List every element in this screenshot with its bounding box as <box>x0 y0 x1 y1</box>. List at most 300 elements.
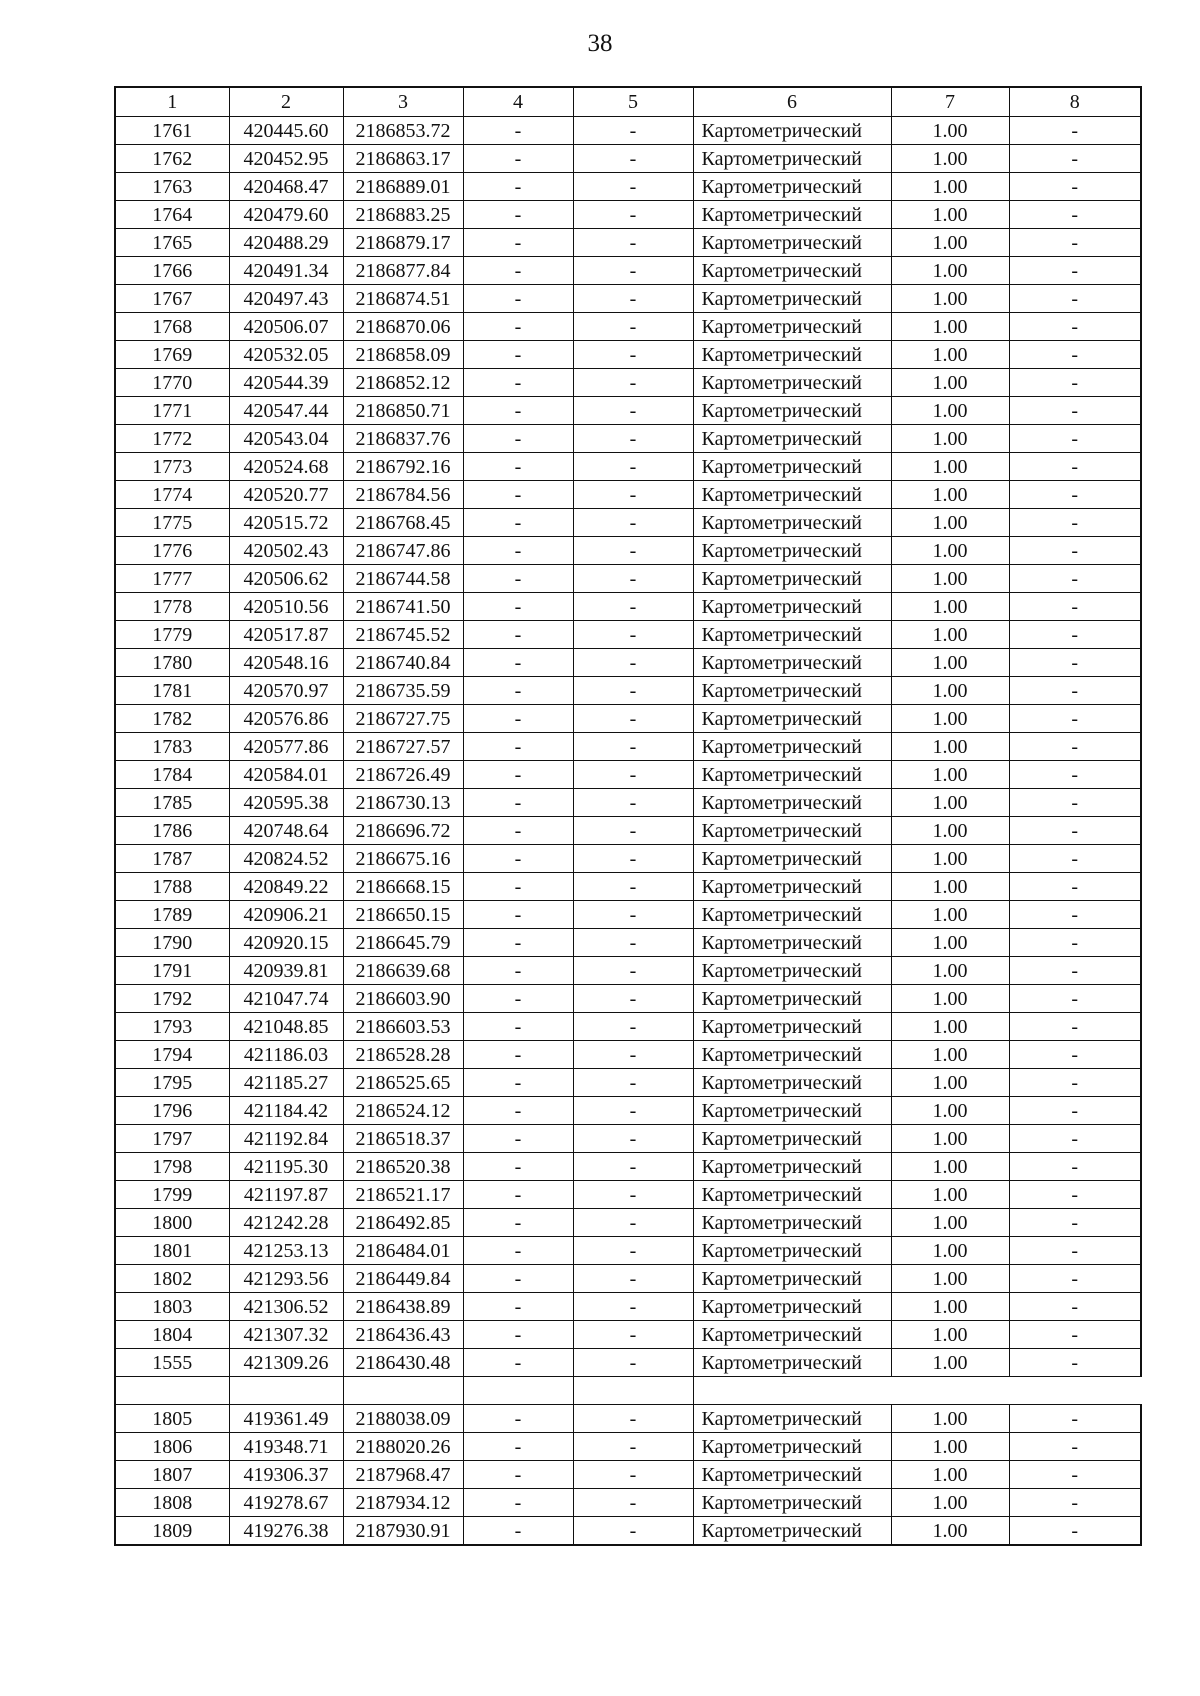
col5-cell: - <box>573 369 693 397</box>
col4-cell: - <box>463 957 573 985</box>
col4-cell: - <box>463 1013 573 1041</box>
col8-cell: - <box>1009 1433 1141 1461</box>
table-row <box>115 117 1141 145</box>
header-cell: 5 <box>573 87 693 117</box>
accuracy-cell: 1.00 <box>891 901 1009 929</box>
x-coordinate-cell: 420515.72 <box>229 509 343 537</box>
col8-cell: - <box>1009 1209 1141 1237</box>
table-row <box>115 1013 1141 1041</box>
col4-cell: - <box>463 425 573 453</box>
x-coordinate-cell: 420576.86 <box>229 705 343 733</box>
header-cell: 2 <box>229 87 343 117</box>
point-number-cell: 1808 <box>115 1489 229 1517</box>
table-row <box>115 733 1141 761</box>
accuracy-cell: 1.00 <box>891 1209 1009 1237</box>
col4-cell: - <box>463 1349 573 1377</box>
x-coordinate-cell: 420468.47 <box>229 173 343 201</box>
method-cell: Картометрический <box>693 1461 891 1489</box>
col4-cell: - <box>463 1489 573 1517</box>
col5-cell: - <box>573 845 693 873</box>
accuracy-cell: 1.00 <box>891 817 1009 845</box>
col4-cell: - <box>463 929 573 957</box>
y-coordinate-cell: 2186792.16 <box>343 453 463 481</box>
col8-cell: - <box>1009 705 1141 733</box>
table-row <box>115 1041 1141 1069</box>
y-coordinate-cell: 2186883.25 <box>343 201 463 229</box>
y-coordinate-cell: 2186518.37 <box>343 1125 463 1153</box>
accuracy-cell: 1.00 <box>891 733 1009 761</box>
col8-cell: - <box>1009 565 1141 593</box>
table-row <box>115 1321 1141 1349</box>
col8-cell: - <box>1009 537 1141 565</box>
col8-cell: - <box>1009 257 1141 285</box>
col5-cell: - <box>573 509 693 537</box>
col8-cell: - <box>1009 341 1141 369</box>
header-cell: 6 <box>693 87 891 117</box>
point-number-cell: 1797 <box>115 1125 229 1153</box>
accuracy-cell: 1.00 <box>891 1489 1009 1517</box>
table-row <box>115 1209 1141 1237</box>
x-coordinate-cell: 420520.77 <box>229 481 343 509</box>
col5-cell: - <box>573 1125 693 1153</box>
col5-cell: - <box>573 1321 693 1349</box>
y-coordinate-cell: 2186668.15 <box>343 873 463 901</box>
point-number-cell: 1771 <box>115 397 229 425</box>
col4-cell: - <box>463 313 573 341</box>
col5-cell: - <box>573 1517 693 1546</box>
x-coordinate-cell: 420595.38 <box>229 789 343 817</box>
method-cell: Картометрический <box>693 145 891 173</box>
table-row <box>115 201 1141 229</box>
col8-cell: - <box>1009 1461 1141 1489</box>
accuracy-cell: 1.00 <box>891 117 1009 145</box>
x-coordinate-cell: 420577.86 <box>229 733 343 761</box>
col4-cell: - <box>463 1069 573 1097</box>
method-cell: Картометрический <box>693 341 891 369</box>
x-coordinate-cell: 420452.95 <box>229 145 343 173</box>
col4-cell: - <box>463 733 573 761</box>
col8-cell: - <box>1009 453 1141 481</box>
y-coordinate-cell: 2186858.09 <box>343 341 463 369</box>
accuracy-cell: 1.00 <box>891 1265 1009 1293</box>
point-number-cell: 1809 <box>115 1517 229 1546</box>
table-row <box>115 1237 1141 1265</box>
table-row <box>115 565 1141 593</box>
point-number-cell: 1795 <box>115 1069 229 1097</box>
method-cell: Картометрический <box>693 201 891 229</box>
y-coordinate-cell: 2186726.49 <box>343 761 463 789</box>
col5-cell: - <box>573 453 693 481</box>
x-coordinate-cell: 420479.60 <box>229 201 343 229</box>
x-coordinate-cell: 421048.85 <box>229 1013 343 1041</box>
table-row <box>115 1405 1141 1433</box>
point-number-cell: 1803 <box>115 1293 229 1321</box>
col8-cell: - <box>1009 1349 1141 1377</box>
accuracy-cell: 1.00 <box>891 201 1009 229</box>
point-number-cell: 1781 <box>115 677 229 705</box>
col5-cell: - <box>573 537 693 565</box>
y-coordinate-cell: 2186852.12 <box>343 369 463 397</box>
y-coordinate-cell: 2186525.65 <box>343 1069 463 1097</box>
method-cell: Картометрический <box>693 229 891 257</box>
x-coordinate-cell: 420524.68 <box>229 453 343 481</box>
accuracy-cell: 1.00 <box>891 985 1009 1013</box>
point-number-cell: 1775 <box>115 509 229 537</box>
accuracy-cell: 1.00 <box>891 1041 1009 1069</box>
col8-cell: - <box>1009 621 1141 649</box>
col5-cell: - <box>573 1265 693 1293</box>
method-cell: Картометрический <box>693 369 891 397</box>
accuracy-cell: 1.00 <box>891 257 1009 285</box>
accuracy-cell: 1.00 <box>891 453 1009 481</box>
x-coordinate-cell: 420517.87 <box>229 621 343 649</box>
y-coordinate-cell: 2186744.58 <box>343 565 463 593</box>
header-cell: 1 <box>115 87 229 117</box>
empty-cell <box>343 1377 463 1405</box>
table-row <box>115 677 1141 705</box>
y-coordinate-cell: 2188038.09 <box>343 1405 463 1433</box>
point-number-cell: 1788 <box>115 873 229 901</box>
x-coordinate-cell: 420502.43 <box>229 537 343 565</box>
method-cell: Картометрический <box>693 1153 891 1181</box>
accuracy-cell: 1.00 <box>891 1181 1009 1209</box>
col5-cell: - <box>573 1013 693 1041</box>
table-row <box>115 537 1141 565</box>
table-row <box>115 705 1141 733</box>
x-coordinate-cell: 419278.67 <box>229 1489 343 1517</box>
method-cell: Картометрический <box>693 257 891 285</box>
x-coordinate-cell: 420824.52 <box>229 845 343 873</box>
col8-cell: - <box>1009 1013 1141 1041</box>
point-number-cell: 1766 <box>115 257 229 285</box>
accuracy-cell: 1.00 <box>891 481 1009 509</box>
col5-cell: - <box>573 733 693 761</box>
method-cell: Картометрический <box>693 1097 891 1125</box>
table-row <box>115 1517 1141 1546</box>
x-coordinate-cell: 421309.26 <box>229 1349 343 1377</box>
point-number-cell: 1802 <box>115 1265 229 1293</box>
method-cell: Картометрический <box>693 565 891 593</box>
x-coordinate-cell: 421306.52 <box>229 1293 343 1321</box>
point-number-cell: 1768 <box>115 313 229 341</box>
accuracy-cell: 1.00 <box>891 1433 1009 1461</box>
point-number-cell: 1777 <box>115 565 229 593</box>
col4-cell: - <box>463 593 573 621</box>
y-coordinate-cell: 2186784.56 <box>343 481 463 509</box>
table-row <box>115 593 1141 621</box>
col4-cell: - <box>463 229 573 257</box>
accuracy-cell: 1.00 <box>891 1293 1009 1321</box>
col4-cell: - <box>463 1125 573 1153</box>
col5-cell: - <box>573 257 693 285</box>
x-coordinate-cell: 420497.43 <box>229 285 343 313</box>
point-number-cell: 1792 <box>115 985 229 1013</box>
point-number-cell: 1776 <box>115 537 229 565</box>
col5-cell: - <box>573 985 693 1013</box>
y-coordinate-cell: 2186603.53 <box>343 1013 463 1041</box>
point-number-cell: 1793 <box>115 1013 229 1041</box>
col5-cell: - <box>573 285 693 313</box>
method-cell: Картометрический <box>693 873 891 901</box>
accuracy-cell: 1.00 <box>891 145 1009 173</box>
accuracy-cell: 1.00 <box>891 1153 1009 1181</box>
point-number-cell: 1764 <box>115 201 229 229</box>
col8-cell: - <box>1009 1237 1141 1265</box>
col8-cell: - <box>1009 1321 1141 1349</box>
accuracy-cell: 1.00 <box>891 873 1009 901</box>
x-coordinate-cell: 420906.21 <box>229 901 343 929</box>
x-coordinate-cell: 421184.42 <box>229 1097 343 1125</box>
method-cell: Картометрический <box>693 901 891 929</box>
col5-cell: - <box>573 621 693 649</box>
y-coordinate-cell: 2186521.17 <box>343 1181 463 1209</box>
accuracy-cell: 1.00 <box>891 369 1009 397</box>
point-number-cell: 1761 <box>115 117 229 145</box>
col5-cell: - <box>573 425 693 453</box>
col4-cell: - <box>463 1461 573 1489</box>
x-coordinate-cell: 420547.44 <box>229 397 343 425</box>
table-header-row <box>115 87 1141 117</box>
method-cell: Картометрический <box>693 817 891 845</box>
accuracy-cell: 1.00 <box>891 1517 1009 1546</box>
col8-cell: - <box>1009 1041 1141 1069</box>
point-number-cell: 1783 <box>115 733 229 761</box>
point-number-cell: 1779 <box>115 621 229 649</box>
table-row <box>115 621 1141 649</box>
accuracy-cell: 1.00 <box>891 705 1009 733</box>
x-coordinate-cell: 420532.05 <box>229 341 343 369</box>
x-coordinate-cell: 419348.71 <box>229 1433 343 1461</box>
col5-cell: - <box>573 649 693 677</box>
table-row <box>115 369 1141 397</box>
col5-cell: - <box>573 1349 693 1377</box>
col8-cell: - <box>1009 845 1141 873</box>
accuracy-cell: 1.00 <box>891 789 1009 817</box>
method-cell: Картометрический <box>693 1237 891 1265</box>
method-cell: Картометрический <box>693 789 891 817</box>
accuracy-cell: 1.00 <box>891 173 1009 201</box>
x-coordinate-cell: 420510.56 <box>229 593 343 621</box>
col4-cell: - <box>463 453 573 481</box>
col4-cell: - <box>463 649 573 677</box>
point-number-cell: 1789 <box>115 901 229 929</box>
col5-cell: - <box>573 957 693 985</box>
col5-cell: - <box>573 789 693 817</box>
point-number-cell: 1782 <box>115 705 229 733</box>
y-coordinate-cell: 2186735.59 <box>343 677 463 705</box>
y-coordinate-cell: 2186889.01 <box>343 173 463 201</box>
y-coordinate-cell: 2186850.71 <box>343 397 463 425</box>
table-row <box>115 1125 1141 1153</box>
col4-cell: - <box>463 817 573 845</box>
y-coordinate-cell: 2186874.51 <box>343 285 463 313</box>
col8-cell: - <box>1009 957 1141 985</box>
col4-cell: - <box>463 201 573 229</box>
col4-cell: - <box>463 985 573 1013</box>
point-number-cell: 1798 <box>115 1153 229 1181</box>
col8-cell: - <box>1009 1293 1141 1321</box>
col4-cell: - <box>463 1265 573 1293</box>
col5-cell: - <box>573 117 693 145</box>
y-coordinate-cell: 2186741.50 <box>343 593 463 621</box>
y-coordinate-cell: 2186645.79 <box>343 929 463 957</box>
method-cell: Картометрический <box>693 621 891 649</box>
col4-cell: - <box>463 901 573 929</box>
col4-cell: - <box>463 1321 573 1349</box>
col5-cell: - <box>573 565 693 593</box>
table-row <box>115 789 1141 817</box>
col5-cell: - <box>573 1181 693 1209</box>
col5-cell: - <box>573 313 693 341</box>
table-row <box>115 1069 1141 1097</box>
col4-cell: - <box>463 621 573 649</box>
y-coordinate-cell: 2186853.72 <box>343 117 463 145</box>
method-cell: Картометрический <box>693 537 891 565</box>
col4-cell: - <box>463 789 573 817</box>
col5-cell: - <box>573 1461 693 1489</box>
col4-cell: - <box>463 677 573 705</box>
col5-cell: - <box>573 1153 693 1181</box>
method-cell: Картометрический <box>693 985 891 1013</box>
y-coordinate-cell: 2186730.13 <box>343 789 463 817</box>
col8-cell: - <box>1009 1097 1141 1125</box>
col4-cell: - <box>463 145 573 173</box>
table-row <box>115 1181 1141 1209</box>
table-row <box>115 341 1141 369</box>
method-cell: Картометрический <box>693 649 891 677</box>
empty-cell <box>693 1377 1141 1405</box>
table-body <box>115 87 1141 1545</box>
col8-cell: - <box>1009 1069 1141 1097</box>
accuracy-cell: 1.00 <box>891 1069 1009 1097</box>
accuracy-cell: 1.00 <box>891 677 1009 705</box>
col5-cell: - <box>573 705 693 733</box>
header-cell: 7 <box>891 87 1009 117</box>
col5-cell: - <box>573 229 693 257</box>
y-coordinate-cell: 2186603.90 <box>343 985 463 1013</box>
x-coordinate-cell: 420570.97 <box>229 677 343 705</box>
accuracy-cell: 1.00 <box>891 1321 1009 1349</box>
col5-cell: - <box>573 397 693 425</box>
x-coordinate-cell: 420544.39 <box>229 369 343 397</box>
col5-cell: - <box>573 1293 693 1321</box>
col8-cell: - <box>1009 173 1141 201</box>
point-number-cell: 1770 <box>115 369 229 397</box>
method-cell: Картометрический <box>693 117 891 145</box>
accuracy-cell: 1.00 <box>891 1237 1009 1265</box>
method-cell: Картометрический <box>693 1069 891 1097</box>
col5-cell: - <box>573 677 693 705</box>
x-coordinate-cell: 421192.84 <box>229 1125 343 1153</box>
x-coordinate-cell: 420491.34 <box>229 257 343 285</box>
point-number-cell: 1778 <box>115 593 229 621</box>
y-coordinate-cell: 2186870.06 <box>343 313 463 341</box>
point-number-cell: 1762 <box>115 145 229 173</box>
table-row <box>115 1349 1141 1377</box>
col5-cell: - <box>573 481 693 509</box>
x-coordinate-cell: 419276.38 <box>229 1517 343 1546</box>
point-number-cell: 1555 <box>115 1349 229 1377</box>
x-coordinate-cell: 420748.64 <box>229 817 343 845</box>
accuracy-cell: 1.00 <box>891 1013 1009 1041</box>
point-number-cell: 1780 <box>115 649 229 677</box>
empty-cell <box>229 1377 343 1405</box>
col4-cell: - <box>463 1405 573 1433</box>
accuracy-cell: 1.00 <box>891 425 1009 453</box>
col8-cell: - <box>1009 397 1141 425</box>
accuracy-cell: 1.00 <box>891 537 1009 565</box>
y-coordinate-cell: 2187968.47 <box>343 1461 463 1489</box>
empty-cell <box>115 1377 229 1405</box>
table-row <box>115 985 1141 1013</box>
accuracy-cell: 1.00 <box>891 929 1009 957</box>
col8-cell: - <box>1009 901 1141 929</box>
point-number-cell: 1763 <box>115 173 229 201</box>
table-row <box>115 1293 1141 1321</box>
section-separator-row <box>115 1377 1141 1405</box>
col5-cell: - <box>573 1405 693 1433</box>
point-number-cell: 1807 <box>115 1461 229 1489</box>
point-number-cell: 1769 <box>115 341 229 369</box>
method-cell: Картометрический <box>693 1517 891 1546</box>
point-number-cell: 1804 <box>115 1321 229 1349</box>
table-row <box>115 1489 1141 1517</box>
x-coordinate-cell: 420849.22 <box>229 873 343 901</box>
method-cell: Картометрический <box>693 481 891 509</box>
col4-cell: - <box>463 537 573 565</box>
col4-cell: - <box>463 1237 573 1265</box>
y-coordinate-cell: 2186492.85 <box>343 1209 463 1237</box>
col8-cell: - <box>1009 929 1141 957</box>
col5-cell: - <box>573 929 693 957</box>
method-cell: Картометрический <box>693 453 891 481</box>
col4-cell: - <box>463 341 573 369</box>
col4-cell: - <box>463 1153 573 1181</box>
point-number-cell: 1784 <box>115 761 229 789</box>
x-coordinate-cell: 421293.56 <box>229 1265 343 1293</box>
x-coordinate-cell: 420488.29 <box>229 229 343 257</box>
accuracy-cell: 1.00 <box>891 229 1009 257</box>
col8-cell: - <box>1009 117 1141 145</box>
header-cell: 3 <box>343 87 463 117</box>
col4-cell: - <box>463 481 573 509</box>
table-row <box>115 873 1141 901</box>
col4-cell: - <box>463 1181 573 1209</box>
x-coordinate-cell: 419306.37 <box>229 1461 343 1489</box>
accuracy-cell: 1.00 <box>891 649 1009 677</box>
col4-cell: - <box>463 1041 573 1069</box>
table-row <box>115 649 1141 677</box>
method-cell: Картометрический <box>693 425 891 453</box>
col5-cell: - <box>573 173 693 201</box>
y-coordinate-cell: 2186675.16 <box>343 845 463 873</box>
accuracy-cell: 1.00 <box>891 1097 1009 1125</box>
col4-cell: - <box>463 1517 573 1546</box>
empty-cell <box>463 1377 573 1405</box>
method-cell: Картометрический <box>693 929 891 957</box>
col4-cell: - <box>463 285 573 313</box>
method-cell: Картометрический <box>693 1125 891 1153</box>
point-number-cell: 1765 <box>115 229 229 257</box>
header-cell: 8 <box>1009 87 1141 117</box>
y-coordinate-cell: 2186747.86 <box>343 537 463 565</box>
method-cell: Картометрический <box>693 957 891 985</box>
col4-cell: - <box>463 1097 573 1125</box>
col5-cell: - <box>573 1433 693 1461</box>
accuracy-cell: 1.00 <box>891 313 1009 341</box>
table-row <box>115 1265 1141 1293</box>
y-coordinate-cell: 2186727.75 <box>343 705 463 733</box>
